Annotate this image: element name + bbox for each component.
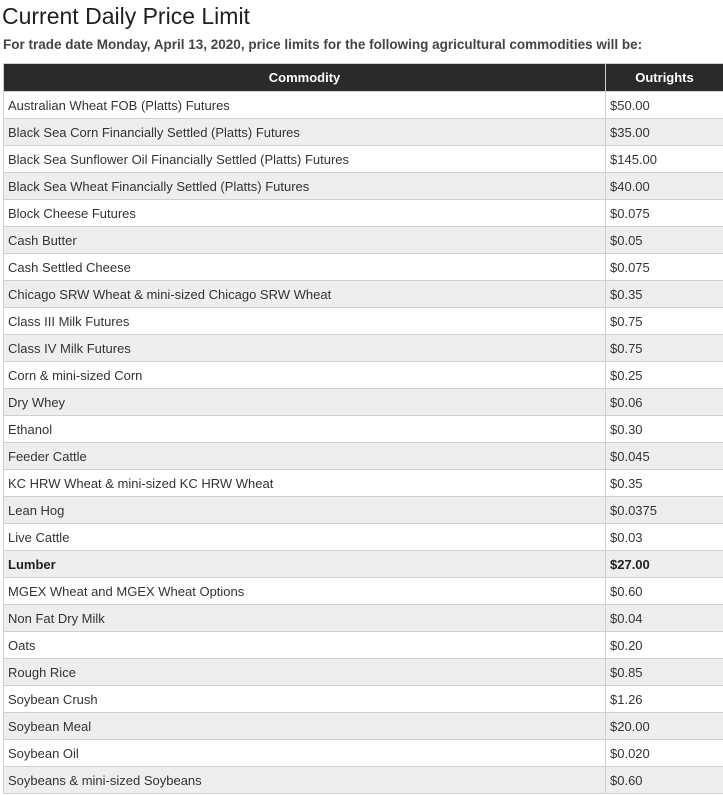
table-header-row (4, 64, 723, 92)
table-row (4, 416, 723, 443)
commodity-cell: Lean Hog (4, 497, 606, 524)
commodity-cell: Soybean Meal (4, 713, 606, 740)
price-limit-table (3, 63, 723, 794)
table-row (4, 308, 723, 335)
outright-limit-cell: $0.0375 (606, 497, 723, 524)
trade-date-subtitle: For trade date Monday, April 13, 2020, price limits for the following agricultural commodities will be: (3, 37, 643, 52)
table-row (4, 713, 723, 740)
price-limit-table-container (3, 63, 723, 794)
commodity-cell: Rough Rice (4, 659, 606, 686)
table-row (4, 578, 723, 605)
outright-limit-cell: $27.00 (606, 551, 723, 578)
commodity-cell: Soybean Crush (4, 686, 606, 713)
commodity-cell: Block Cheese Futures (4, 200, 606, 227)
commodity-cell: Feeder Cattle (4, 443, 606, 470)
table-row (4, 443, 723, 470)
outright-limit-cell: $0.35 (606, 281, 723, 308)
commodity-cell: Cash Settled Cheese (4, 254, 606, 281)
commodity-cell: Live Cattle (4, 524, 606, 551)
outright-limit-cell: $0.075 (606, 254, 723, 281)
table-row (4, 119, 723, 146)
outright-limit-cell: $0.020 (606, 740, 723, 767)
table-row (4, 659, 723, 686)
table-row (4, 281, 723, 308)
commodity-column-header: Commodity (4, 64, 606, 92)
outright-limit-cell: $0.75 (606, 308, 723, 335)
table-row (4, 254, 723, 281)
outright-limit-cell: $0.045 (606, 443, 723, 470)
outright-limit-cell: $1.26 (606, 686, 723, 713)
table-row (4, 524, 723, 551)
table-row (4, 389, 723, 416)
page-title: Current Daily Price Limit (2, 3, 250, 29)
commodity-cell: Lumber (4, 551, 606, 578)
outright-limit-cell: $0.06 (606, 389, 723, 416)
table-body (4, 92, 723, 794)
outright-limit-cell: $0.075 (606, 200, 723, 227)
commodity-cell: Cash Butter (4, 227, 606, 254)
table-row (4, 362, 723, 389)
commodity-cell: Class IV Milk Futures (4, 335, 606, 362)
table-row (4, 200, 723, 227)
outright-limit-cell: $145.00 (606, 146, 723, 173)
table-row (4, 470, 723, 497)
commodity-cell: Black Sea Corn Financially Settled (Platts) Futures (4, 119, 606, 146)
table-row (4, 767, 723, 794)
commodity-cell: Non Fat Dry Milk (4, 605, 606, 632)
outrights-column-header: Outrights (606, 64, 723, 92)
outright-limit-cell: $0.25 (606, 362, 723, 389)
outright-limit-cell: $0.75 (606, 335, 723, 362)
outright-limit-cell: $0.03 (606, 524, 723, 551)
commodity-cell: Soybean Oil (4, 740, 606, 767)
commodity-cell: KC HRW Wheat & mini-sized KC HRW Wheat (4, 470, 606, 497)
outright-limit-cell: $35.00 (606, 119, 723, 146)
commodity-cell: Australian Wheat FOB (Platts) Futures (4, 92, 606, 119)
outright-limit-cell: $0.35 (606, 470, 723, 497)
table-row (4, 173, 723, 200)
table-row (4, 632, 723, 659)
commodity-cell: Corn & mini-sized Corn (4, 362, 606, 389)
table-row (4, 497, 723, 524)
commodity-cell: MGEX Wheat and MGEX Wheat Options (4, 578, 606, 605)
outright-limit-cell: $0.05 (606, 227, 723, 254)
outright-limit-cell: $0.60 (606, 767, 723, 794)
outright-limit-cell: $0.60 (606, 578, 723, 605)
table-row (4, 92, 723, 119)
outright-limit-cell: $0.04 (606, 605, 723, 632)
table-row (4, 686, 723, 713)
outright-limit-cell: $0.20 (606, 632, 723, 659)
commodity-cell: Dry Whey (4, 389, 606, 416)
outright-limit-cell: $0.85 (606, 659, 723, 686)
outright-limit-cell: $40.00 (606, 173, 723, 200)
table-row (4, 227, 723, 254)
outright-limit-cell: $0.30 (606, 416, 723, 443)
table-row (4, 740, 723, 767)
table-row (4, 335, 723, 362)
outright-limit-cell: $50.00 (606, 92, 723, 119)
commodity-cell: Black Sea Wheat Financially Settled (Platts) Futures (4, 173, 606, 200)
commodity-cell: Chicago SRW Wheat & mini-sized Chicago SRW Wheat (4, 281, 606, 308)
commodity-cell: Soybeans & mini-sized Soybeans (4, 767, 606, 794)
commodity-cell: Class III Milk Futures (4, 308, 606, 335)
outright-limit-cell: $20.00 (606, 713, 723, 740)
table-row (4, 605, 723, 632)
commodity-cell: Black Sea Sunflower Oil Financially Settled (Platts) Futures (4, 146, 606, 173)
commodity-cell: Oats (4, 632, 606, 659)
commodity-cell: Ethanol (4, 416, 606, 443)
table-row (4, 146, 723, 173)
table-row (4, 551, 723, 578)
